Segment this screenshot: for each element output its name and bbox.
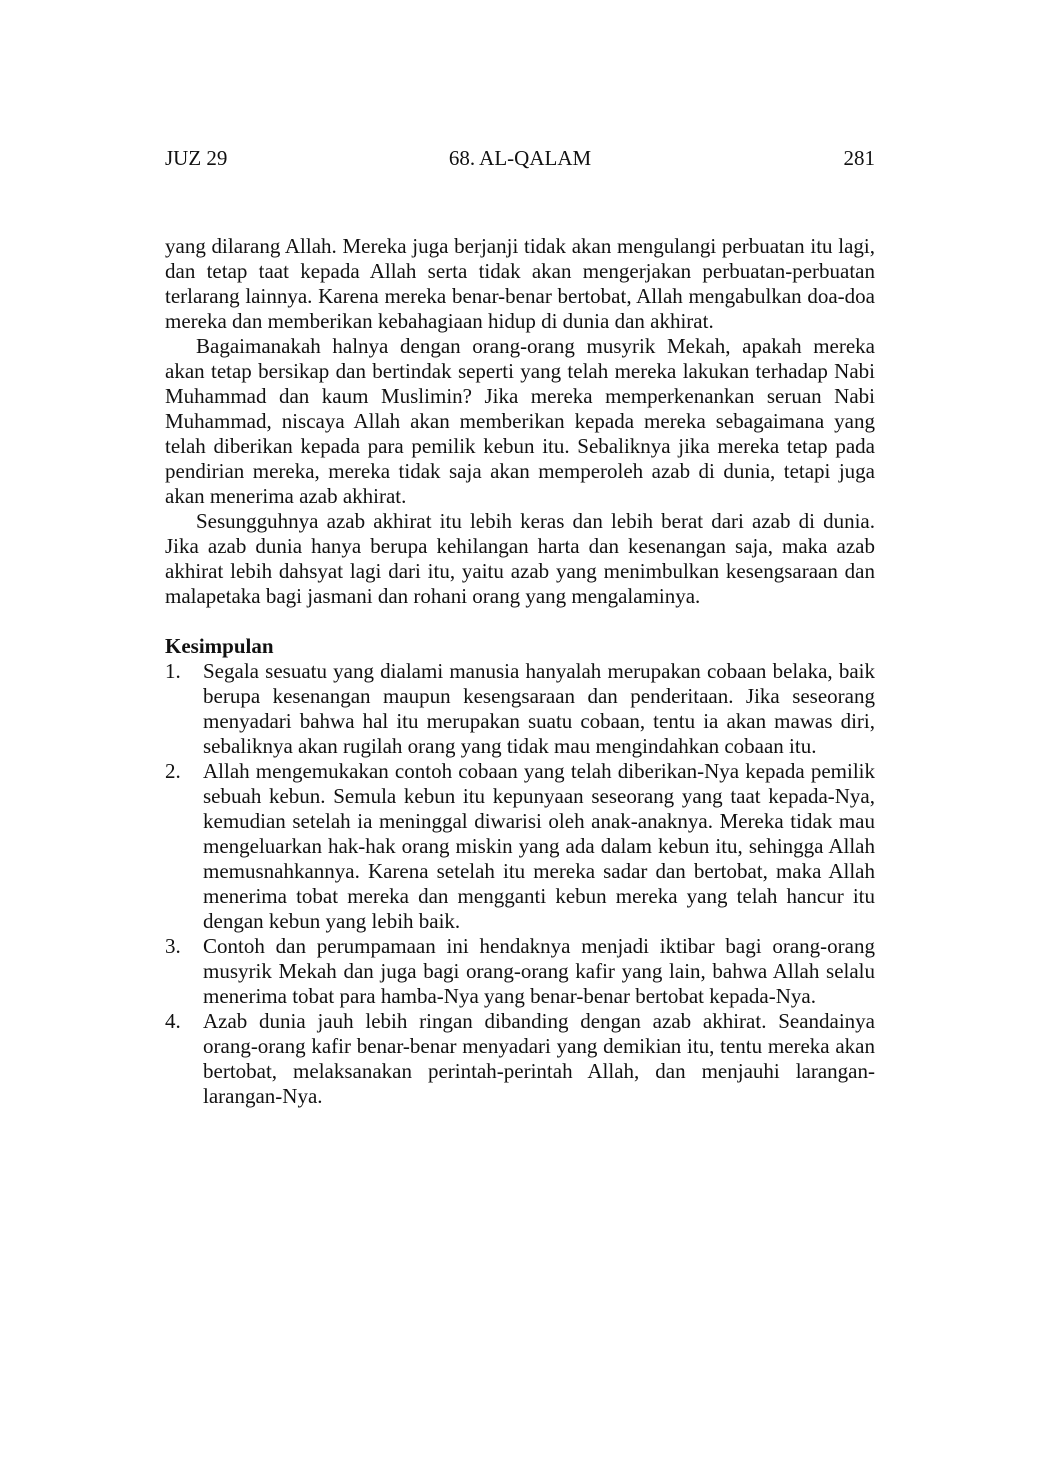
list-item-number: 1. [165,659,181,683]
header-juz: JUZ 29 [165,146,228,170]
paragraph: Sesungguhnya azab akhirat itu lebih keras dan lebih berat dari azab di dunia. Jika azab dunia hanya berupa kehilangan harta dan kesenangan saja, maka azab akhirat lebih dahsyat lagi dari itu, yaitu azab yang menimbulkan kesengsaraan dan malapetaka bagi jasmani dan rohani orang yang mengalaminya. [165,509,875,608]
list-item-number: 2. [165,759,181,783]
list-item-text: Contoh dan perumpamaan ini hendaknya menjadi iktibar bagi orang-orang musyrik Mekah dan juga bagi orang-orang kafir yang lain, bahwa Allah selalu menerima tobat para hamba-Nya yang benar-benar bertobat kepada-Nya. [203,934,875,1008]
list-item-number: 3. [165,934,181,958]
list-item-text: Segala sesuatu yang dialami manusia hanyalah merupakan cobaan belaka, baik berupa kesenangan maupun kesengsaraan dan penderitaan. Jika seseorang menyadari bahwa hal itu merupakan suatu cobaan, tentu ia akan mawas diri, sebaliknya akan rugilah orang yang tidak mau mengindahkan cobaan itu. [203,659,875,758]
page-number: 281 [843,146,875,170]
conclusion-list [165,659,875,1109]
page-body [165,234,875,1109]
list-item [165,759,875,934]
list-item [165,1009,875,1109]
running-header [165,146,875,176]
list-item-text: Allah mengemukakan contoh cobaan yang telah diberikan-Nya kepada pemilik sebuah kebun. Semula kebun itu kepunyaan seseorang yang taat kepada-Nya, kemudian setelah ia meninggal diwarisi oleh anak-anaknya. Mereka tidak mau mengeluarkan hak-hak orang miskin yang ada dalam kebun itu, sehingga Allah memusnahkannya. Karena setelah itu mereka sadar dan bertobat, maka Allah menerima tobat mereka dan mengganti kebun mereka yang telah hancur itu dengan kebun yang lebih baik. [203,759,875,933]
paragraph: Bagaimanakah halnya dengan orang-orang musyrik Mekah, apakah mereka akan tetap bersikap dan bertindak seperti yang telah mereka lakukan terhadap Nabi Muhammad dan kaum Muslimin? Jika mereka memperkenankan seruan Nabi Muhammad, niscaya Allah akan memberikan kepada mereka sebagaimana yang telah diberikan kepada para pemilik kebun itu. Sebaliknya jika mereka tetap pada pendirian mereka, mereka tidak saja akan memperoleh azab di dunia, tetapi juga akan menerima azab akhirat. [165,334,875,508]
list-item [165,659,875,759]
list-item [165,934,875,1009]
header-surah-title: 68. AL-QALAM [448,146,592,170]
list-item-number: 4. [165,1009,181,1033]
conclusion-heading: Kesimpulan [165,634,274,658]
list-item-text: Azab dunia jauh lebih ringan dibanding dengan azab akhirat. Seandainya orang-orang kafir benar-benar menyadari yang demikian itu, tentu mereka akan bertobat, melaksanakan perintah-perintah Allah, dan menjauhi larangan-larangan-Nya. [203,1009,875,1108]
paragraph-continuation: yang dilarang Allah. Mereka juga berjanji tidak akan mengulangi perbuatan itu lagi, dan tetap taat kepada Allah serta tidak akan mengerjakan perbuatan-perbuatan terlarang lainnya. Karena mereka benar-benar bertobat, Allah mengabulkan doa-doa mereka dan memberikan kebahagiaan hidup di dunia dan akhirat. [165,234,875,333]
